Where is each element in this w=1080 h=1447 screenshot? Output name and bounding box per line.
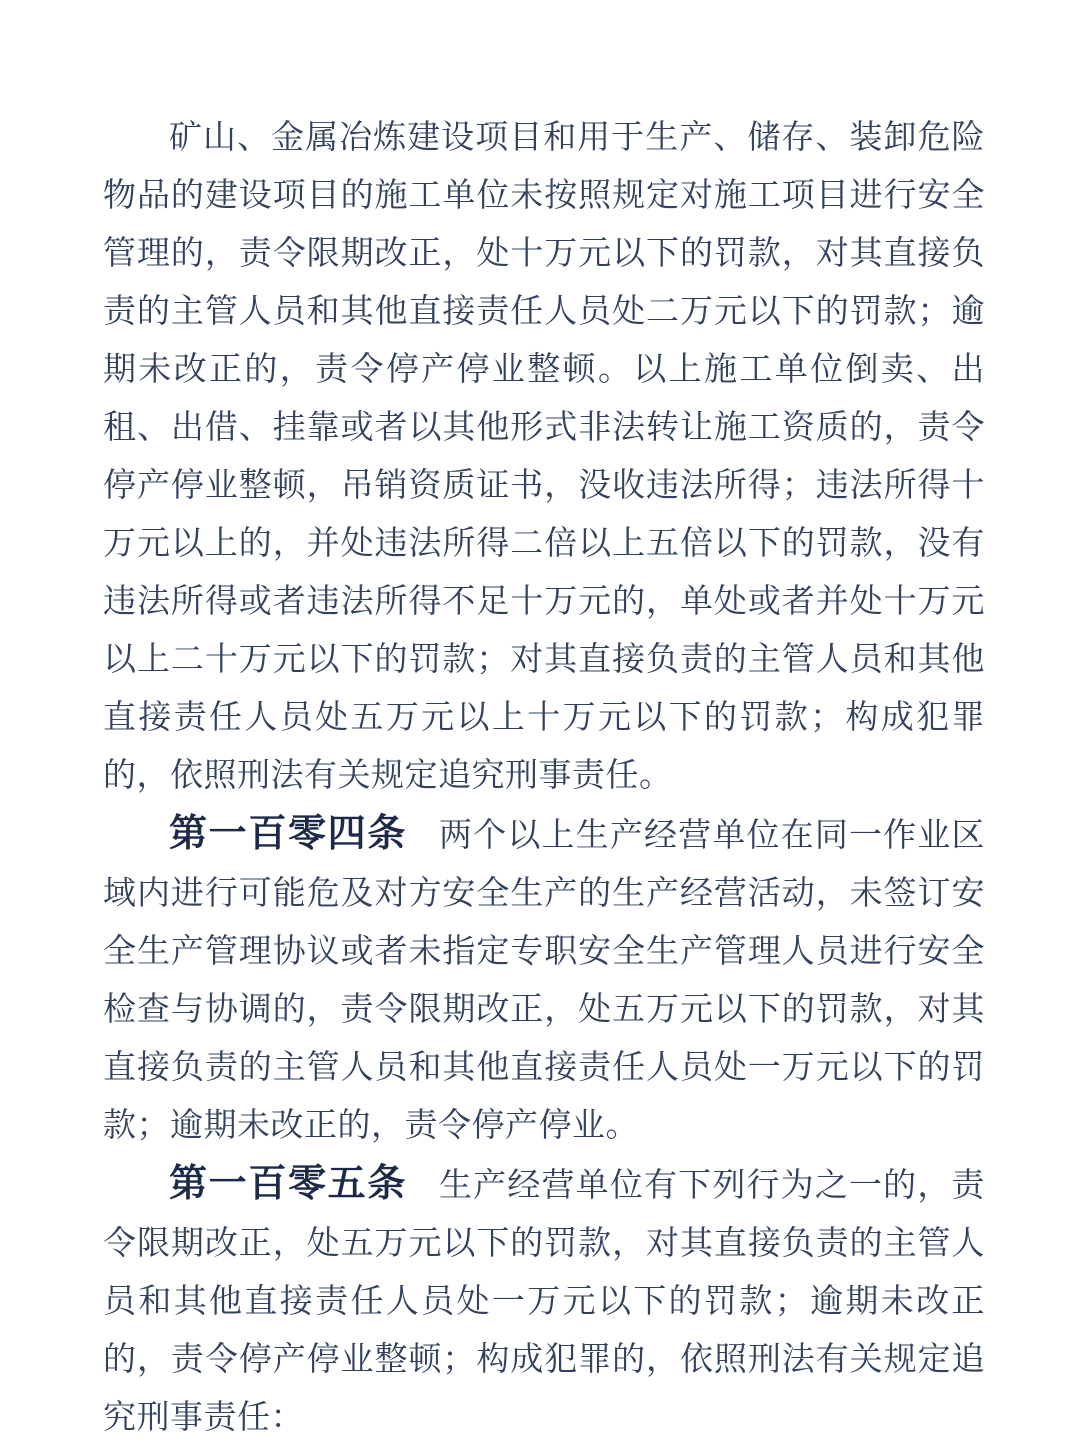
law-paragraph-article-104 — [103, 805, 985, 1155]
paragraph-text: 两个以上生产经营单位在同一作业区域内进行可能危及对方安全生产的生产经营活动，未签订安全生产管理协议或者未指定专职安全生产管理人员进行安全检查与协调的，责令限期改正，处五万元以下的罚款，对其直接负责的主管人员和其他直接责任人员处一万元以下的罚款；逾期未改正的，责令停产停业。 — [103, 818, 985, 1144]
document-body — [103, 109, 985, 1447]
law-paragraph-article-105 — [103, 1155, 985, 1447]
article-number-104: 第一百零四条 — [169, 813, 407, 855]
law-paragraph-construction-penalties — [103, 109, 985, 805]
paragraph-text: 生产经营单位有下列行为之一的，责令限期改正，处五万元以下的罚款，对其直接负责的主管人员和其他直接责任人员处一万元以下的罚款；逾期未改正的，责令停产停业整顿；构成犯罪的，依照刑法有关规定追究刑事责任： — [103, 1168, 985, 1436]
paragraph-text: 矿山、金属冶炼建设项目和用于生产、储存、装卸危险物品的建设项目的施工单位未按照规定对施工项目进行安全管理的，责令限期改正，处十万元以下的罚款，对其直接负责的主管人员和其他直接责任人员处二万元以下的罚款；逾期未改正的，责令停产停业整顿。以上施工单位倒卖、出租、出借、挂靠或者以其他形式非法转让施工资质的，责令停产停业整顿，吊销资质证书，没收违法所得；违法所得十万元以上的，并处违法所得二倍以上五倍以下的罚款，没有违法所得或者违法所得不足十万元的，单处或者并处十万元以上二十万元以下的罚款；对其直接负责的主管人员和其他直接责任人员处五万元以上十万元以下的罚款；构成犯罪的，依照刑法有关规定追究刑事责任。 — [103, 120, 985, 794]
article-number-105: 第一百零五条 — [169, 1163, 407, 1205]
